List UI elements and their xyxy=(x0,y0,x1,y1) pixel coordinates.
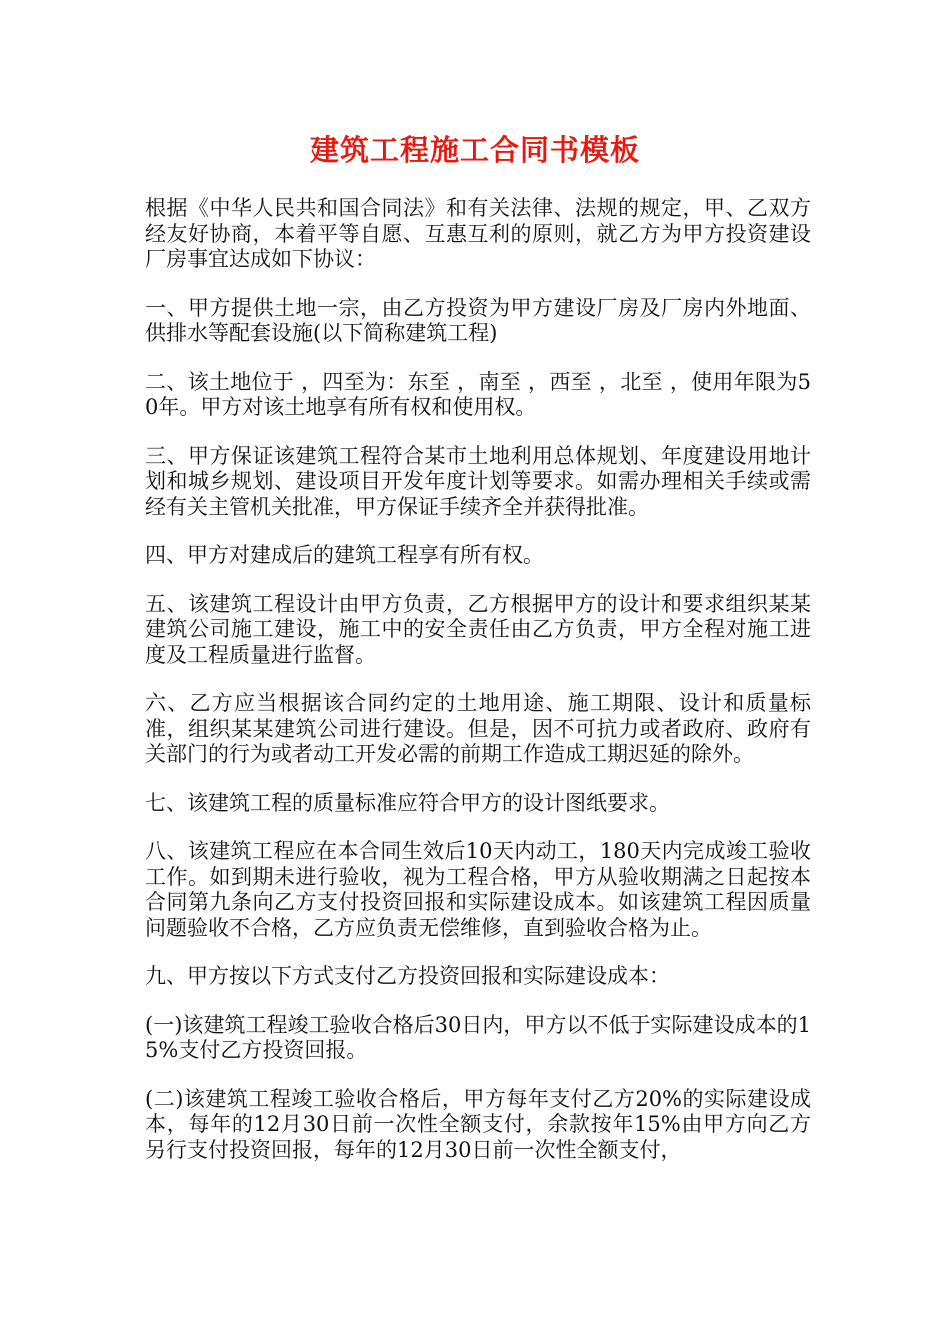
paragraph-clause-5: 五、该建筑工程设计由甲方负责，乙方根据甲方的设计和要求组织某某建筑公司施工建设，施工中的安全责任由乙方负责，甲方全程对施工进度及工程质量进行监督。 xyxy=(145,591,811,667)
paragraph-clause-3: 三、甲方保证该建筑工程符合某市土地利用总体规划、年度建设用地计划和城乡规划、建设项目开发年度计划等要求。如需办理相关手续或需经有关主管机关批准，甲方保证手续齐全并获得批准。 xyxy=(145,443,811,519)
paragraph-clause-9-item-1: (一)该建筑工程竣工验收合格后30日内，甲方以不低于实际建设成本的15%支付乙方投资回报。 xyxy=(145,1012,811,1062)
paragraph-clause-9-item-2: (二)该建筑工程竣工验收合格后，甲方每年支付乙方20%的实际建设成本，每年的12月30日前一次性全额支付，余款按年15%由甲方向乙方另行支付投资回报，每年的12月30日前一次性全额支付， xyxy=(145,1086,811,1162)
paragraph-clause-9: 九、甲方按以下方式支付乙方投资回报和实际建设成本： xyxy=(145,964,670,988)
document-body xyxy=(145,196,811,1186)
paragraph-clause-6: 六、乙方应当根据该合同约定的土地用途、施工期限、设计和质量标准，组织某某建筑公司进行建设。但是，因不可抗力或者政府、政府有关部门的行为或者动工开发必需的前期工作造成工期迟延的除外。 xyxy=(145,691,811,766)
paragraph-preamble: 根据《中华人民共和国合同法》和有关法律、法规的规定，甲、乙双方经友好协商，本着平等自愿、互惠互利的原则，就乙方为甲方投资建设厂房事宜达成如下协议： xyxy=(145,196,811,271)
paragraph-clause-1: 一、甲方提供土地一宗，由乙方投资为甲方建设厂房及厂房内外地面、供排水等配套设施(以下简称建筑工程) xyxy=(145,295,811,345)
paragraph-clause-7: 七、该建筑工程的质量标准应符合甲方的设计图纸要求。 xyxy=(145,790,670,815)
paragraph-clause-4: 四、甲方对建成后的建筑工程享有所有权。 xyxy=(145,543,544,567)
paragraph-clause-8: 八、该建筑工程应在本合同生效后10天内动工，180天内完成竣工验收工作。如到期未进行验收，视为工程合格，甲方从验收期满之日起按本合同第九条向乙方支付投资回报和实际建设成本。如该建筑工程因质量问题验收不合格，乙方应负责无偿维修，直到验收合格为止。 xyxy=(145,839,811,940)
paragraph-clause-2: 二、该土地位于 ，四至为：东至 ，南至 ，西至 ，北至 ，使用年限为50年。甲方对该土地享有所有权和使用权。 xyxy=(145,369,811,419)
document-title: 建筑工程施工合同书模板 xyxy=(309,133,640,167)
